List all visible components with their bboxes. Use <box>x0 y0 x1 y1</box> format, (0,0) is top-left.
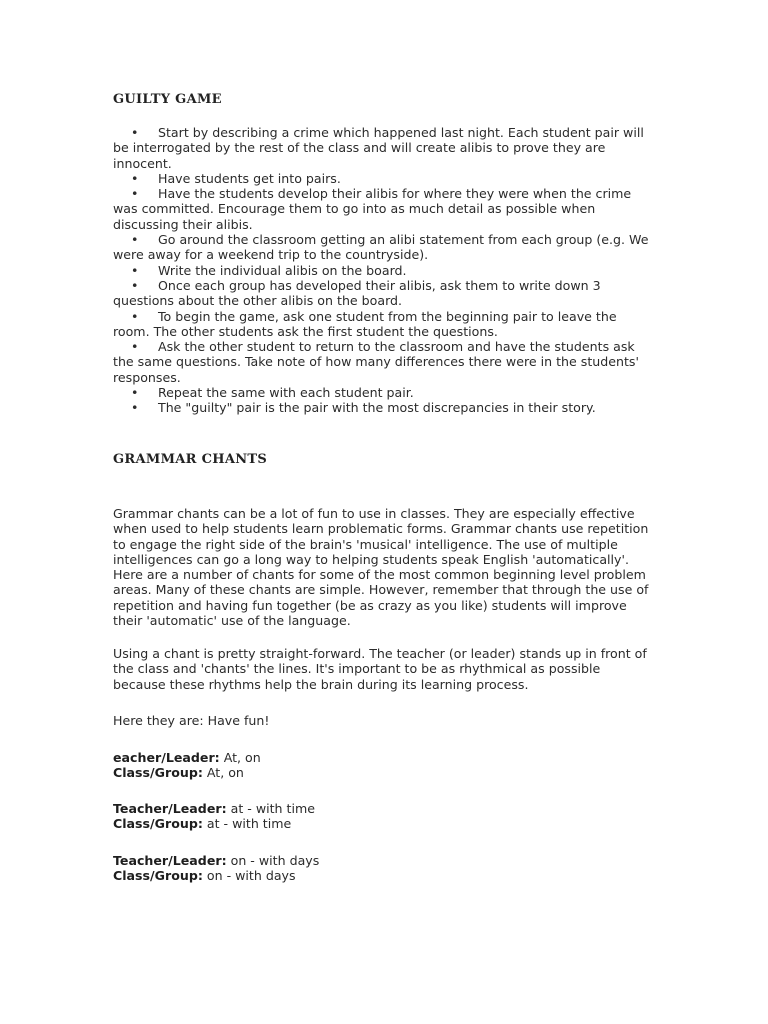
chant-block <box>113 853 319 884</box>
using-a-chant-paragraph: Using a chant is pretty straight-forward. The teacher (or leader) stands up in front of the class and 'chants' the lines. It's important to be as rhythmical as possible because these rhythms help the brain during its learning process. <box>113 646 647 692</box>
list-item-text: Go around the classroom getting an alibi statement from each group (e.g. We were away for a weekend trip to the countryside). <box>113 232 649 263</box>
bullet-icon: • <box>131 125 139 140</box>
bullet-icon: • <box>131 186 139 202</box>
grammar-chants-intro-paragraph: Grammar chants can be a lot of fun to use in classes. They are especially effective when used to help students learn problematic forms. Grammar chants use repetition to engage the right side of the brain's 'musical' intelligence. The use of multiple intelligences can go a long way to helping students speak English 'automatically'. Here are a number of chants for some of the most common beginning level problem areas. Many of these chants are simple. However, remember that through the use of repetition and having fun together (be as crazy as you like) students will improve their 'automatic' use of the language. <box>113 506 649 629</box>
list-item <box>113 186 653 232</box>
list-item-text: Have the students develop their alibis for where they were when the crime was committed. Encourage them to go into as much detail as possible when discussing their alibis. <box>113 186 632 232</box>
bullet-icon: • <box>131 339 139 355</box>
list-item-text: The "guilty" pair is the pair with the most discrepancies in their story. <box>158 400 596 416</box>
bullet-icon: • <box>131 277 139 293</box>
leader-label: Teacher/Leader: <box>113 853 227 868</box>
bullet-icon: • <box>131 262 139 278</box>
bullet-icon: • <box>131 170 139 186</box>
bullet-icon: • <box>131 232 139 248</box>
list-item <box>113 278 653 309</box>
leader-label: eacher/Leader: <box>113 750 220 765</box>
group-label: Class/Group: <box>113 816 203 832</box>
list-item <box>113 232 653 263</box>
list-item <box>113 263 653 278</box>
list-item-text: Have students get into pairs. <box>158 170 341 186</box>
guilty-game-steps-list <box>113 125 653 416</box>
group-label: Class/Group: <box>113 765 203 781</box>
leader-line: At, on <box>219 750 261 765</box>
have-fun-line: Here they are: Have fun! <box>113 713 270 728</box>
list-item <box>113 339 653 385</box>
group-label: Class/Group: <box>113 868 203 884</box>
list-item-text: Ask the other student to return to the classroom and have the students ask the same questions. Take note of how many differences there were in the students' responses. <box>113 339 639 385</box>
list-item-text: Once each group has developed their alibis, ask them to write down 3 questions about the other alibis on the board. <box>113 277 601 309</box>
guilty-game-heading: GUILTY GAME <box>113 92 222 107</box>
bullet-icon: • <box>131 385 139 401</box>
list-item <box>113 400 653 415</box>
chant-block <box>113 801 315 832</box>
group-line: at - with time <box>202 816 292 832</box>
chant-block <box>113 750 261 781</box>
group-line: on - with days <box>202 868 296 884</box>
grammar-chants-heading: GRAMMAR CHANTS <box>113 452 268 467</box>
list-item-text: Write the individual alibis on the board. <box>158 262 407 278</box>
list-item <box>113 385 653 400</box>
list-item <box>113 171 653 186</box>
leader-line: on - with days <box>226 853 320 868</box>
list-item-text: To begin the game, ask one student from the beginning pair to leave the room. The other students ask the first student the questions. <box>113 308 617 339</box>
bullet-icon: • <box>131 400 139 416</box>
group-line: At, on <box>202 765 244 781</box>
leader-line: at - with time <box>226 801 315 816</box>
list-item <box>113 125 653 171</box>
bullet-icon: • <box>131 308 139 324</box>
list-item <box>113 309 653 340</box>
list-item-text: Start by describing a crime which happened last night. Each student pair will be interrogated by the rest of the class and will create alibis to prove they are innocent. <box>113 125 644 171</box>
list-item-text: Repeat the same with each student pair. <box>158 385 414 401</box>
leader-label: Teacher/Leader: <box>113 801 227 816</box>
